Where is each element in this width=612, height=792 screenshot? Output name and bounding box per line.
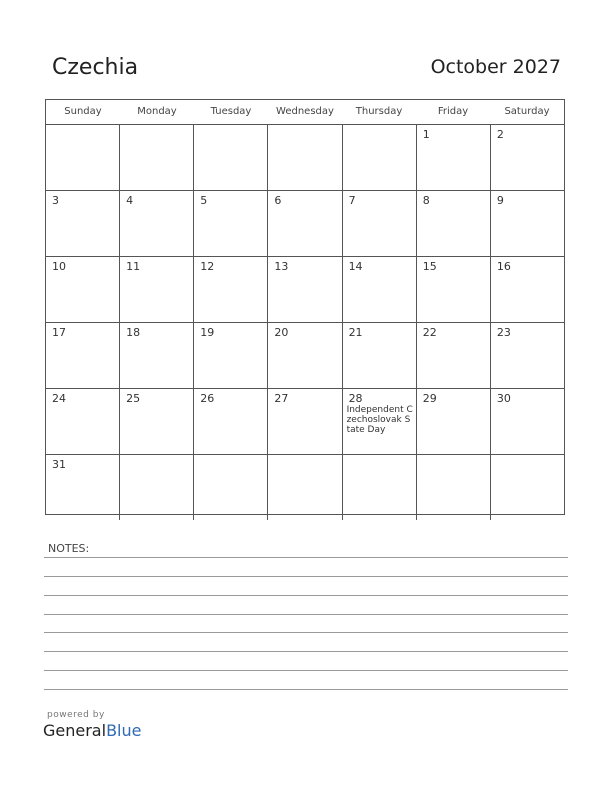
notes-line <box>44 651 568 652</box>
day-cell-11 <box>120 257 194 322</box>
weekday-thursday: Thursday <box>355 106 403 117</box>
day-number: 9 <box>496 194 504 207</box>
day-cell-13 <box>268 257 342 322</box>
weekday-monday: Monday <box>137 106 177 117</box>
day-number: 4 <box>126 194 134 207</box>
day-cell-25 <box>120 389 194 454</box>
day-cell-empty <box>120 125 194 190</box>
day-number: 5 <box>200 194 208 207</box>
day-number: 25 <box>126 392 141 405</box>
day-cell-17 <box>46 323 120 388</box>
day-number: 14 <box>348 260 363 273</box>
weekday-friday: Friday <box>437 106 469 117</box>
day-cell-19 <box>194 323 268 388</box>
day-cell-4 <box>120 191 194 256</box>
day-number: 29 <box>422 392 437 405</box>
day-number: 22 <box>422 326 437 339</box>
day-cell-8 <box>417 191 491 256</box>
notes-line <box>44 614 568 615</box>
day-cell-5 <box>194 191 268 256</box>
day-number: 3 <box>52 194 59 207</box>
day-number: 21 <box>348 326 363 339</box>
day-number: 6 <box>274 194 282 207</box>
day-cell-empty <box>194 125 268 190</box>
brand-general: General <box>43 721 107 740</box>
day-number: 18 <box>126 326 141 339</box>
day-cell-empty <box>343 455 417 520</box>
day-number: 8 <box>422 194 430 207</box>
day-cell-24 <box>46 389 120 454</box>
day-cell-10 <box>46 257 120 322</box>
day-cell-9 <box>491 191 564 256</box>
day-cell-empty <box>120 455 194 520</box>
notes-line <box>44 632 568 633</box>
day-cell-empty <box>491 455 564 520</box>
weekday-header-row <box>46 100 564 125</box>
month-year-title: October 2027 <box>430 56 561 78</box>
day-cell-empty <box>417 455 491 520</box>
day-number: 19 <box>200 326 215 339</box>
notes-line <box>44 670 568 671</box>
day-cell-16 <box>491 257 564 322</box>
day-cell-empty <box>343 125 417 190</box>
day-number: 17 <box>52 326 66 339</box>
week-row <box>46 257 564 323</box>
day-cell-12 <box>194 257 268 322</box>
week-row <box>46 191 564 257</box>
day-number: 27 <box>274 392 289 405</box>
day-number: 20 <box>274 326 289 339</box>
notes-line <box>44 557 568 558</box>
day-cell-31 <box>46 455 120 520</box>
day-cell-21 <box>343 323 417 388</box>
day-number: 24 <box>52 392 66 405</box>
day-cell-6 <box>268 191 342 256</box>
day-number: 7 <box>348 194 356 207</box>
day-number: 11 <box>126 260 141 273</box>
day-cell-26 <box>194 389 268 454</box>
day-cell-29 <box>417 389 491 454</box>
week-row <box>46 455 564 520</box>
weekday-sunday: Sunday <box>64 106 102 117</box>
weekday-tuesday: Tuesday <box>210 106 252 117</box>
calendar-grid <box>45 99 565 515</box>
day-number: 16 <box>496 260 511 273</box>
weekday-saturday: Saturday <box>504 106 550 117</box>
day-cell-3 <box>46 191 120 256</box>
notes-line <box>44 689 568 690</box>
week-row <box>46 389 564 455</box>
day-cell-20 <box>268 323 342 388</box>
country-title: Czechia <box>52 55 139 80</box>
brand-blue: Blue <box>106 721 142 740</box>
day-cell-1 <box>417 125 491 190</box>
day-cell-empty <box>268 125 342 190</box>
day-cell-15 <box>417 257 491 322</box>
day-cell-14 <box>343 257 417 322</box>
notes-line <box>44 595 568 596</box>
day-cell-30 <box>491 389 564 454</box>
day-cell-23 <box>491 323 564 388</box>
day-number: 23 <box>496 326 511 339</box>
notes-line <box>44 576 568 577</box>
weekday-wednesday: Wednesday <box>276 106 334 117</box>
day-number: 31 <box>52 458 66 471</box>
day-cell-22 <box>417 323 491 388</box>
week-row <box>46 323 564 389</box>
week-row <box>46 125 564 191</box>
day-number: 15 <box>422 260 437 273</box>
day-cell-18 <box>120 323 194 388</box>
day-cell-2 <box>491 125 564 190</box>
day-number: 26 <box>200 392 215 405</box>
day-number: 13 <box>274 260 289 273</box>
holiday-label: Independent Czechoslovak State Day <box>346 405 413 435</box>
day-number: 2 <box>496 128 504 141</box>
day-cell-28 <box>343 389 417 454</box>
day-cell-27 <box>268 389 342 454</box>
notes-label: NOTES: <box>48 542 90 555</box>
day-number: 10 <box>52 260 66 273</box>
day-number: 28 <box>348 392 363 405</box>
day-number: 30 <box>496 392 511 405</box>
day-cell-7 <box>343 191 417 256</box>
powered-by-text: powered by <box>47 710 105 720</box>
brand-logo <box>43 721 141 740</box>
day-cell-empty <box>46 125 120 190</box>
day-cell-empty <box>194 455 268 520</box>
day-number: 1 <box>422 128 430 141</box>
day-number: 12 <box>200 260 215 273</box>
day-cell-empty <box>268 455 342 520</box>
